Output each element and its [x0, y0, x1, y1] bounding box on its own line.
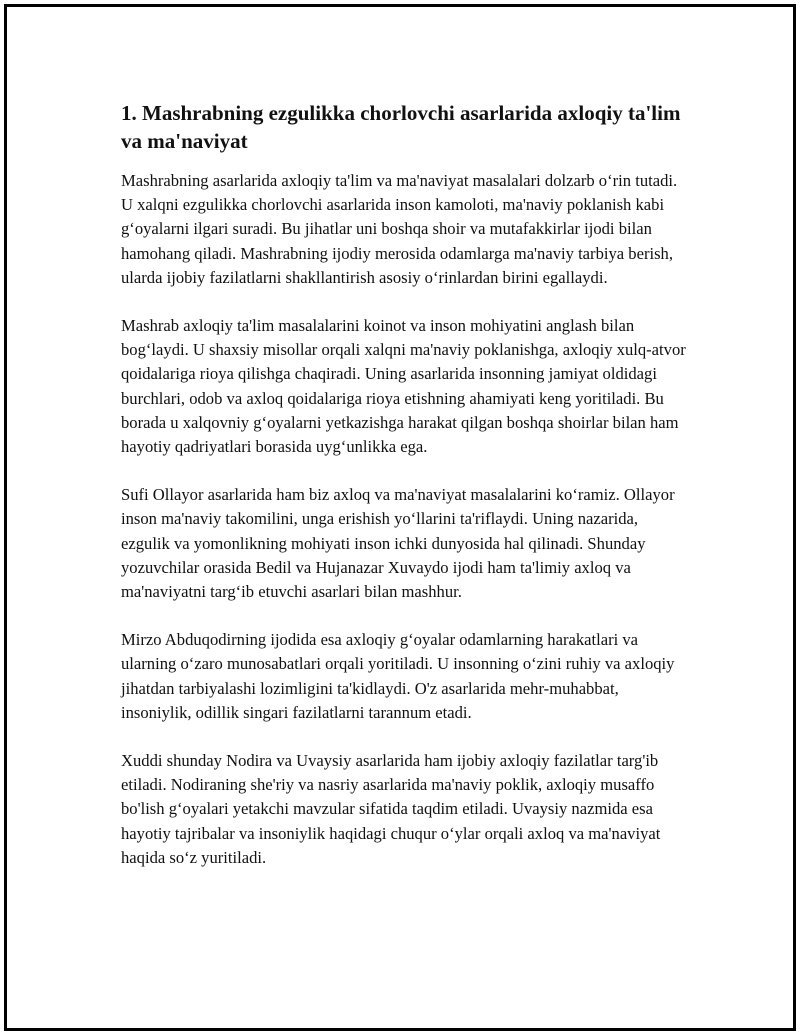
paragraph-3: Sufi Ollayor asarlarida ham biz axloq va ma'naviyat masalalarini ko‘ramiz. Ollayor inson ma'naviy takomilini, unga erishish yo‘llarini ta'riflaydi. Uning nazarida, ezgulik va yomonlikning mohiyati inson ichki dunyosida hal qilinadi. Shunday yozuvchilar orasida Bedil va Hujanazar Xuvaydo ijodi ham ta'limiy axloq va ma'naviyatni targ‘ib etuvchi asarlari bilan mashhur.	[121, 485, 675, 602]
paragraph-4: Mirzo Abduqodirning ijodida esa axloqiy g‘oyalar odamlarning harakatlari va ularning o‘zaro munosabatlari orqali yoritiladi. U insonning o‘zini ruhiy va axloqiy jihatdan tarbiyalashi lozimligini ta'kidlaydi. O'z asarlarida mehr-muhabbat, insoniylik, odillik singari fazilatlarni tarannum etadi.	[121, 630, 675, 722]
paragraph-5: Xuddi shunday Nodira va Uvaysiy asarlarida ham ijobiy axloqiy fazilatlar targ'ib etiladi. Nodiraning she'riy va nasriy asarlarida ma'naviy poklik, axloqiy musaffo bo'lish g‘oyalari yetakchi mavzular sifatida taqdim etiladi. Uvaysiy nazmida esa hayotiy tajribalar va insoniylik haqidagi chuqur o‘ylar orqali axloq va ma'naviyat haqida so‘z yuritiladi.	[121, 751, 661, 867]
paragraph-2: Mashrab axloqiy ta'lim masalalarini koinot va inson mohiyatini anglash bilan bog‘laydi. U shaxsiy misollar orqali xalqni ma'naviy poklanishga, axloqiy xulq-atvor qoidalariga rioya qilishga chaqiradi. Uning asarlarida insonning jamiyat oldidagi burchlari, odob va axloq qoidalariga rioya etishning ahamiyati keng yoritiladi. Bu borada u xalqovniy g‘oyalarni yetkazishga harakat qilgan boshqa shoirlar bilan ham hayotiy qadriyatlari borasida uyg‘unlikka ega.	[121, 316, 686, 457]
section-heading: 1. Mashrabning ezgulikka chorlovchi asarlarida axloqiy ta'lim va ma'naviyat	[121, 101, 681, 153]
document-body	[121, 99, 691, 894]
page-frame	[4, 4, 796, 1031]
paragraph-1: Mashrabning asarlarida axloqiy ta'lim va ma'naviyat masalalari dolzarb o‘rin tutadi. U xalqni ezgulikka chorlovchi asarlarida inson kamoloti, ma'naviy poklanish kabi g‘oyalarni ilgari suradi. Bu jihatlar uni boshqa shoir va mutafakkirlar ijodi bilan hamohang qiladi. Mashrabning ijodiy merosida odamlarga ma'naviy tarbiya berish, ularda ijobiy fazilatlarni shakllantirish asosiy o‘rinlardan birini egallaydi.	[121, 171, 678, 287]
